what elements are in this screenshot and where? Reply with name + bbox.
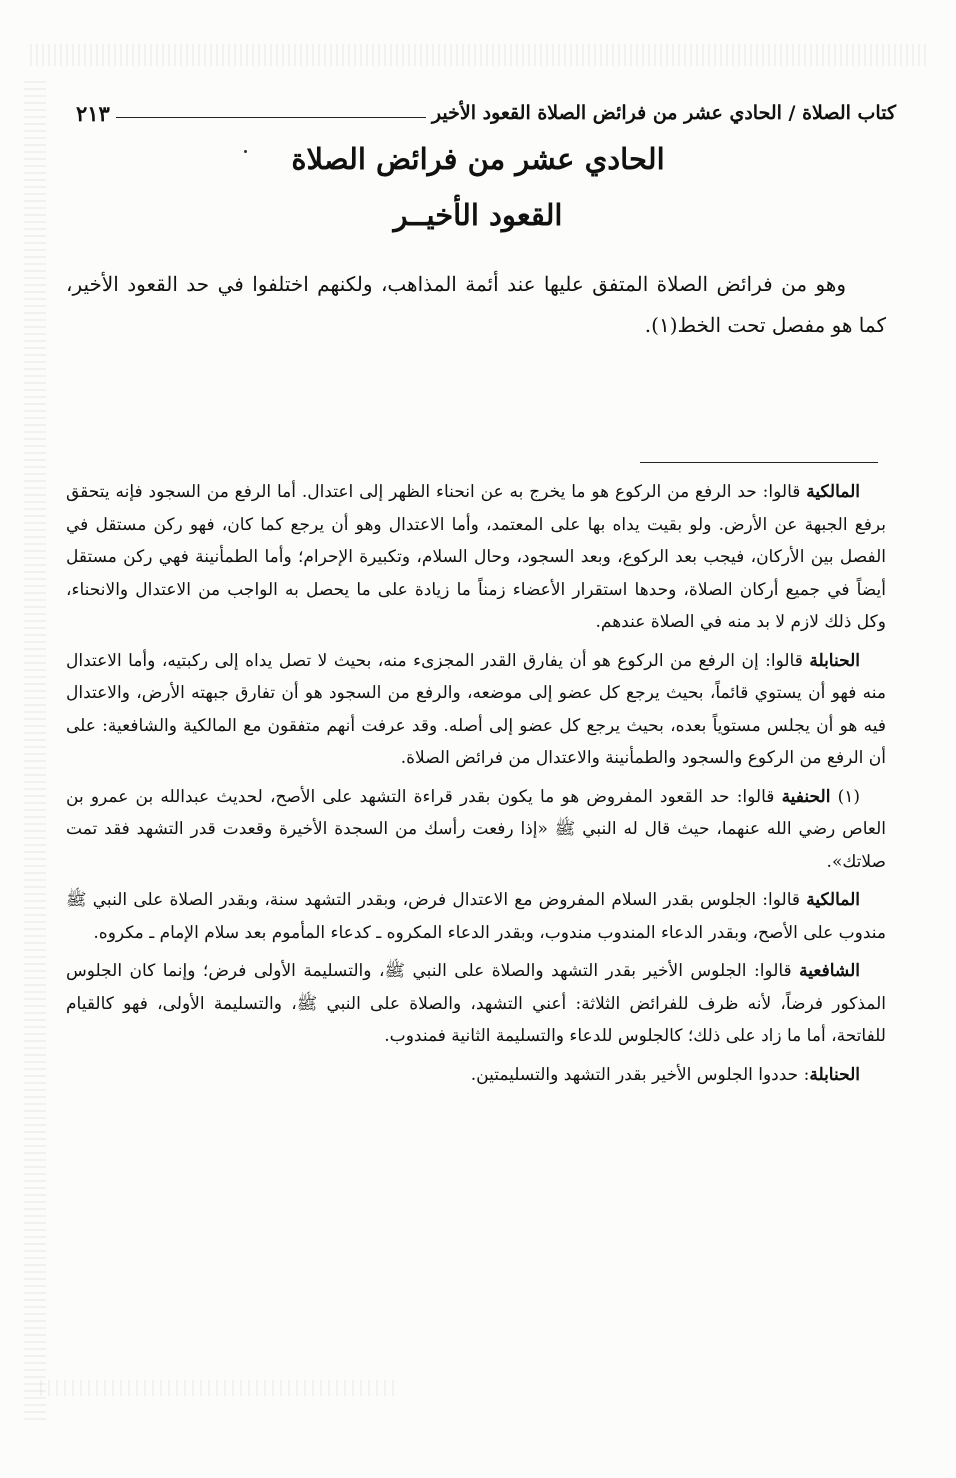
footnote-text: قالوا: الجلوس بقدر السلام المفروض مع الاعتدال فرض، وبقدر التشهد سنة، وبقدر الصلاة على النبي ﷺ مندوب على الأصح، وبقدر الدعاء المندوب مندوب، وبقدر الدعاء المكروه ـ كدعاء المأموم بعد سلام الإمام ـ مكروه. bbox=[66, 890, 886, 943]
footnote-paragraph bbox=[66, 955, 886, 1053]
footnote-text: قالوا: حد الرفع من الركوع هو ما يخرج به عن انحناء الظهر إلى اعتدال. أما الرفع من السجود فإنه يتحقق برفع الجبهة عن الأرض. ولو بقيت يداه بها على المعتمد، وأما الاعتدال وهو أن يرجع كما كان، فهو ركن مستقل في الفصل بين الأركان، فيجب بعد الركوع، وبعد السجود، وحال السلام، وتكبيرة الإحرام؛ وأما الطمأنينة فهي ركن مستقل أيضاً في جميع أركان الصلاة، وحدها استقرار الأعضاء زمناً ما زيادة على ما يحصل به الواجب من الاعتدال والانحناء، وكل ذلك لازم لا بد منه في الصلاة عندهم. bbox=[66, 482, 886, 632]
page-number: ٢١٣ bbox=[76, 100, 110, 126]
footnote-text: قالوا: حد القعود المفروض هو ما يكون بقدر قراءة التشهد على الأصح، لحديث عبدالله بن عمرو بن العاص رضي الله عنهما، حيث قال له النبي ﷺ «إذا رفعت رأسك من السجدة الأخيرة وقعدت قدر التشهد فقد تمت صلاتك». bbox=[66, 786, 886, 872]
running-header-title: كتاب الصلاة / الحادي عشر من فرائض الصلاة القعود الأخير bbox=[431, 102, 896, 124]
intro-paragraph bbox=[66, 264, 886, 346]
scan-edge-left bbox=[24, 80, 46, 1420]
footnote-separator bbox=[640, 462, 878, 463]
school-name: الحنفية bbox=[781, 786, 831, 807]
footnote-paragraph bbox=[66, 781, 886, 879]
footnote-marker: (١) bbox=[830, 786, 860, 807]
footnote-paragraph bbox=[66, 645, 886, 775]
footnote-paragraph bbox=[66, 1059, 886, 1092]
running-header bbox=[76, 96, 896, 130]
scan-edge-bottom bbox=[40, 1380, 400, 1396]
ink-speck bbox=[244, 150, 247, 153]
footnote-text: : حددوا الجلوس الأخير بقدر التشهد والتسليمتين. bbox=[470, 1064, 810, 1085]
school-name: الشافعية bbox=[799, 961, 860, 981]
footnote-paragraph bbox=[66, 884, 886, 949]
footnotes bbox=[66, 476, 886, 1097]
footnote-paragraph bbox=[66, 476, 886, 639]
school-name: المالكية bbox=[806, 482, 860, 502]
chapter-subtitle: القعود الأخيــر bbox=[393, 198, 563, 232]
header-rule bbox=[116, 117, 426, 118]
footnote-text: قالوا: إن الرفع من الركوع هو أن يفارق القدر المجزىء منه، بحيث لا تصل يداه إلى ركبتيه، وأما الاعتدال منه فهو أن يستوي قائماً، بحيث يرجع كل عضو إلى موضعه، والرفع من السجود هو أن تفارق جبهته الأرض، والاعتدال فيه هو أن يجلس مستوياً بعده، بحيث يرجع كل عضو إلى أصله. وقد عرفت أنهم متفقون مع المالكية والشافعية: على أن الرفع من الركوع والسجود والطمأنينة والاعتدال من فرائض الصلاة. bbox=[66, 650, 886, 768]
footnote-text: قالوا: الجلوس الأخير بقدر التشهد والصلاة على النبي ﷺ، والتسليمة الأولى فرض؛ وإنما كان الجلوس المذكور فرضاً، لأنه ظرف للفرائض الثلاثة: أعني التشهد، والصلاة على النبي ﷺ، والتسليمة الأولى، فهو كالقيام للفاتحة، أما ما زاد على ذلك؛ كالجلوس للدعاء والتسليمة الثانية فمندوب. bbox=[66, 961, 886, 1046]
intro-text: وهو من فرائض الصلاة المتفق عليها عند أئمة المذاهب، ولكنهم اختلفوا في حد القعود الأخير، كما هو مفصل تحت الخط(١). bbox=[66, 272, 886, 337]
school-name: الحنابلة bbox=[809, 650, 860, 671]
school-name: المالكية bbox=[806, 890, 860, 910]
chapter-title: الحادي عشر من فرائض الصلاة bbox=[291, 142, 665, 176]
scan-edge-top bbox=[30, 44, 930, 66]
school-name: الحنابلة bbox=[809, 1064, 860, 1085]
